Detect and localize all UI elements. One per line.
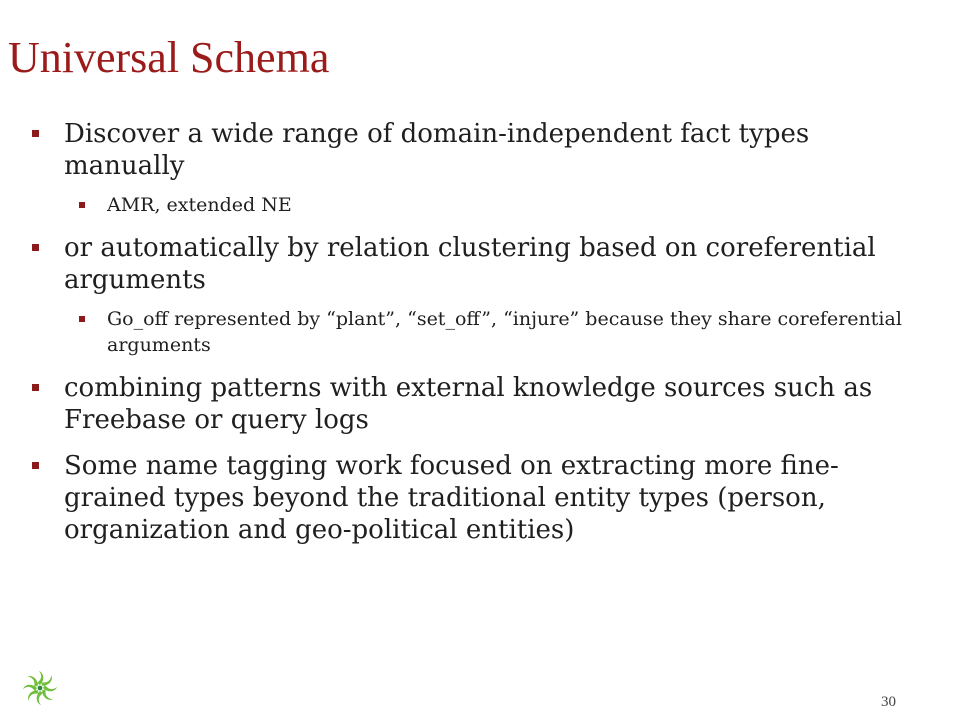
bullet-text: Some name tagging work focused on extracting more fine-grained types beyond the traditional entity types (person, organization and geo-political entities): [64, 451, 839, 545]
bullet-text: Discover a wide range of domain-independent fact types manually: [64, 119, 810, 181]
bullet-marker-icon: [32, 244, 39, 251]
sub-bullet-marker-icon: [79, 316, 85, 322]
bullet-item: [30, 450, 910, 546]
slide-content: [30, 118, 910, 560]
bullet-list: [30, 118, 910, 546]
bullet-marker-icon: [32, 462, 39, 469]
sub-bullet-text: AMR, extended NE: [107, 194, 292, 216]
sub-bullet-text: Go_off represented by “plant”, “set_off”, “injure” because they share coreferential arguments: [107, 308, 902, 356]
sub-bullet-item: [77, 306, 910, 358]
green-swirl-logo-icon: [20, 668, 60, 708]
bullet-item: [30, 372, 910, 436]
sub-bullet-marker-icon: [79, 202, 85, 208]
bullet-item: [30, 232, 910, 358]
bullet-marker-icon: [32, 130, 39, 137]
page-number: 30: [881, 694, 896, 710]
sub-bullet-item: [77, 192, 910, 218]
slide-title: Universal Schema: [8, 33, 330, 82]
bullet-text: combining patterns with external knowledge sources such as Freebase or query logs: [64, 373, 873, 435]
bullet-item: [30, 118, 910, 218]
bullet-marker-icon: [32, 384, 39, 391]
bullet-text: or automatically by relation clustering based on coreferential arguments: [64, 233, 876, 295]
